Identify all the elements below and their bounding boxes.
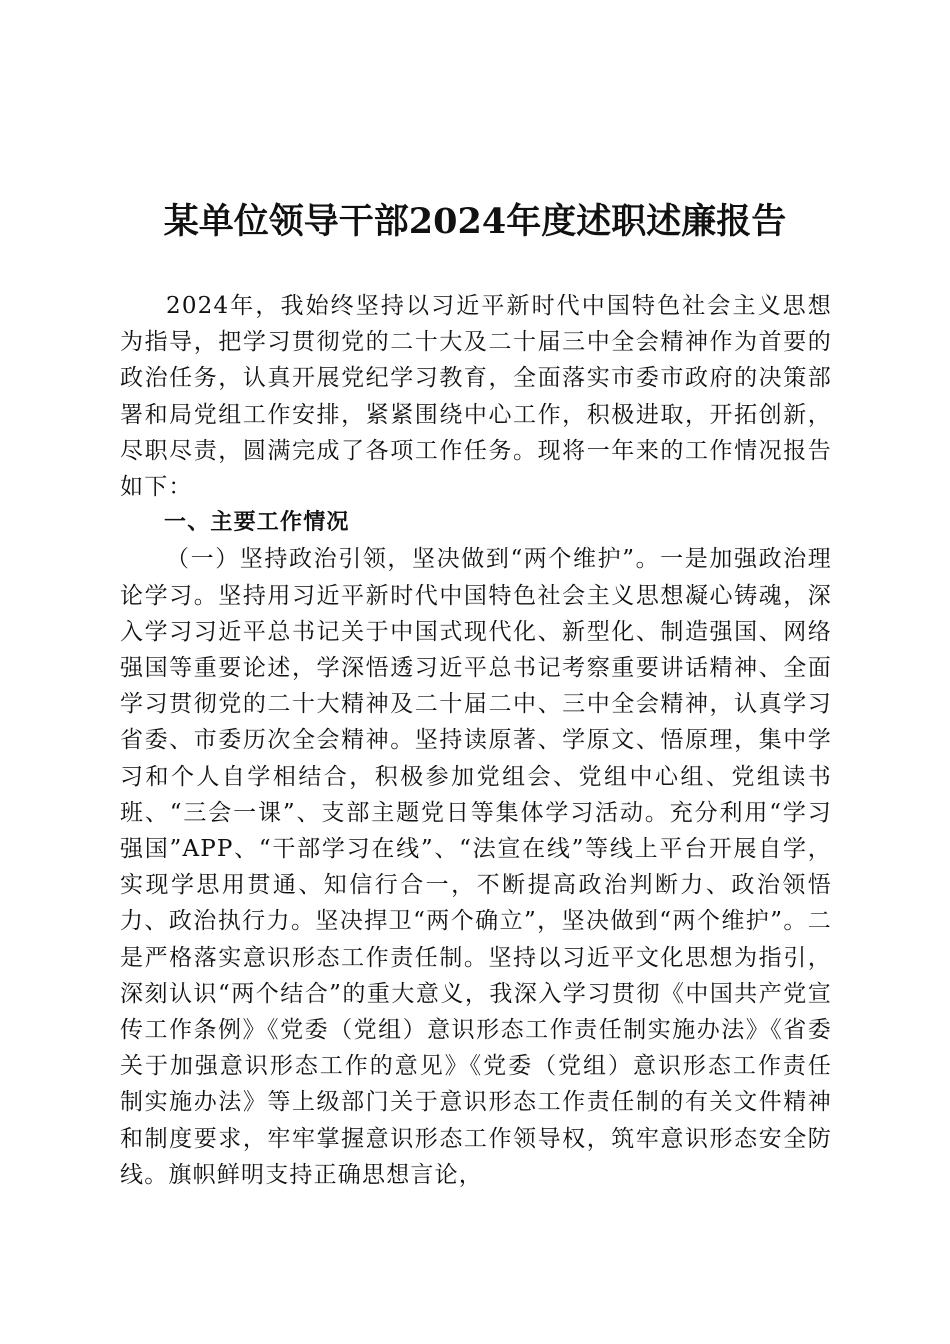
subsection-paragraph: （一）坚持政治引领，坚决做到“两个维护”。一是加强政治理论学习。坚持用习近平新时代中国特色社会主义思想凝心铸魂，深入学习习近平总书记关于中国式现代化、新型化、制造强国、网络强国等重要论述，学深悟透习近平总书记考察重要讲话精神、全面学习贯彻党的二十大精神及二十届二中、三中全会精神，认真学习省委、市委历次全会精神。坚持读原著、学原文、悟原理，集中学习和个人自学相结合，积极参加党组会、党组中心组、党组读书班、“三会一课”、支部主题党日等集体学习活动。充分利用“学习强国”APP、“干部学习在线”、“法宣在线”等线上平台开展自学，实现学思用贯通、知信行合一，不断提高政治判断力、政治领悟力、政治执行力。坚决捍卫“两个确立”，坚决做到“两个维护”。二是严格落实意识形态工作责任制。坚持以习近平文化思想为指引，深刻认识“两个结合”的重大意义，我深入学习贯彻《中国共产党宣传工作条例》《党委（党组）意识形态工作责任制实施办法》《省委关于加强意识形态工作的意见》《党委（党组）意识形态工作责任制实施办法》等上级部门关于意识形态工作责任制的有关文件精神和制度要求，牢牢掌握意识形态工作领导权，筑牢意识形态安全防线。旗帜鲜明支持正确思想言论， [120, 546, 832, 1188]
document-title: 某单位领导干部2024年度述职述廉报告 [163, 201, 787, 242]
document-body [120, 288, 832, 1193]
section-heading: 一、主要工作情况 [164, 510, 350, 536]
intro-paragraph: 2024年，我始终坚持以习近平新时代中国特色社会主义思想为指导，把学习贯彻党的二十大及二十届三中全会精神作为首要的政治任务，认真开展党纪学习教育，全面落实市委市政府的决策部署和局党组工作安排，紧紧围绕中心工作，积极进取，开拓创新，尽职尽责，圆满完成了各项工作任务。现将一年来的工作情况报告如下： [120, 293, 832, 501]
